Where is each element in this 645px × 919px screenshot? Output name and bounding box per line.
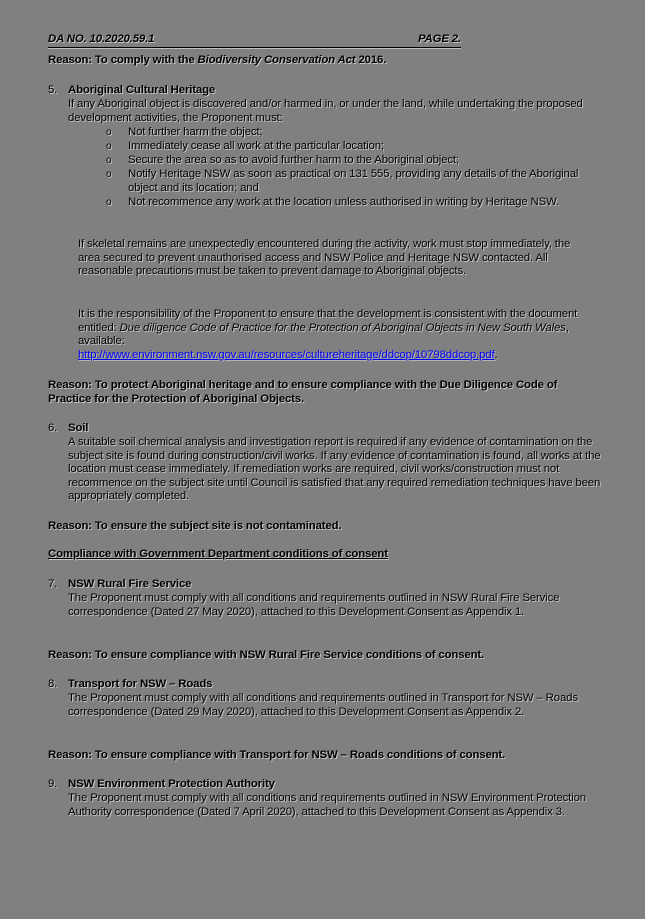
condition-9-body: The Proponent must comply with all conditions and requirements outlined in NSW Environment Protection Authority correspondence (Dated 7 April 2020), attached to this Development Consent as Appendix 3.	[68, 792, 586, 818]
condition-5-skeletal-paragraph: If skeletal remains are unexpectedly encountered during the activity, work must stop immediately, the area secured to prevent unauthorised access and NSW Police and Heritage NSW contacted. All reasonable precautions must be taken to prevent damage to Aboriginal objects.	[78, 238, 571, 278]
page-number: PAGE 2.	[417, 33, 461, 45]
bullet-icon: o	[106, 169, 112, 180]
condition-7-title: NSW Rural Fire Service	[68, 578, 192, 590]
condition-5-number: 5.	[48, 84, 58, 96]
condition-6-title: Soil	[68, 422, 89, 434]
condition-5-reason: Reason: To protect Aboriginal heritage and to ensure compliance with the Due Diligence Code of Practice for the Protection of Aboriginal Objects.	[48, 379, 558, 405]
condition-7-reason: Reason: To ensure compliance with NSW Rural Fire Service conditions of consent.	[48, 649, 485, 661]
bullet-text: Not further harm the object;	[128, 126, 263, 138]
condition-5-responsibility-paragraph	[78, 308, 583, 362]
page-header	[48, 33, 461, 48]
reason-prefix: Reason: To comply with the	[48, 54, 198, 66]
condition-6-number: 6.	[48, 422, 58, 434]
da-number: DA NO. 10.2020.59.1	[48, 33, 155, 45]
condition-8-body: The Proponent must comply with all conditions and requirements outlined in Transport for NSW – Roads correspondence (Dated 29 May 2020), attached to this Development Consent as Appendix 2.	[68, 692, 578, 718]
ddcop-pdf-link[interactable]: http://www.environment.nsw.gov.au/resources/cultureheritage/ddcop/10798ddcop.pdf	[78, 348, 495, 361]
bullet-text: Immediately cease all work at the particular location;	[128, 140, 384, 152]
code-of-practice-title: Due diligence Code of Practice for the Protection of Aboriginal Objects in New South Wales	[119, 321, 566, 334]
bullet-icon: o	[106, 127, 112, 138]
condition-5-intro: If any Aboriginal object is discovered and/or harmed in, or under the land, while undertaking the proposed development activities, the Proponent must:	[68, 98, 583, 124]
section-heading-government-conditions: Compliance with Government Department conditions of consent	[48, 548, 388, 560]
condition-8-number: 8.	[48, 678, 58, 690]
condition-8-title: Transport for NSW – Roads	[68, 678, 213, 690]
condition-6-reason: Reason: To ensure the subject site is not contaminated.	[48, 520, 342, 532]
reason-biodiversity	[48, 54, 608, 68]
bullet-text: Not recommence any work at the location unless authorised in writing by Heritage NSW.	[128, 196, 560, 208]
link-period: .	[494, 348, 498, 361]
condition-9-title: NSW Environment Protection Authority	[68, 778, 275, 790]
reason-suffix: 2016.	[355, 54, 387, 66]
responsibility-prefix: It is the responsibility of the Proponent to ensure that the development is consistent with the document entitled:	[78, 308, 578, 334]
bullet-icon: o	[106, 197, 112, 208]
act-name: Biodiversity Conservation Act	[197, 54, 356, 66]
condition-7-body: The Proponent must comply with all conditions and requirements outlined in NSW Rural Fire Service correspondence (Dated 27 May 2020), attached to this Development Consent as Appendix 1.	[68, 592, 560, 618]
bullet-text: Secure the area so as to avoid further harm to the Aboriginal object;	[128, 154, 459, 166]
condition-5-title: Aboriginal Cultural Heritage	[68, 84, 216, 96]
responsibility-suffix: , available:	[78, 321, 569, 348]
bullet-icon: o	[106, 141, 112, 152]
condition-8-reason: Reason: To ensure compliance with Transport for NSW – Roads conditions of consent.	[48, 749, 506, 761]
bullet-text: Notify Heritage NSW as soon as practical on 131 555, providing any details of the Aboriginal object and its location; and	[128, 168, 579, 194]
condition-7-number: 7.	[48, 578, 58, 590]
bullet-icon: o	[106, 155, 112, 166]
condition-9-number: 9.	[48, 778, 58, 790]
condition-6-body: A suitable soil chemical analysis and investigation report is required if any evidence of contamination on the subject site is found during construction/civil works. If any evidence of contamination is found, all works at the location must cease immediately. If remediation works are required, civil works/construction must not recommence on the subject site until Council is satisfied that any required remediation techniques have been appropriately completed.	[68, 436, 601, 503]
